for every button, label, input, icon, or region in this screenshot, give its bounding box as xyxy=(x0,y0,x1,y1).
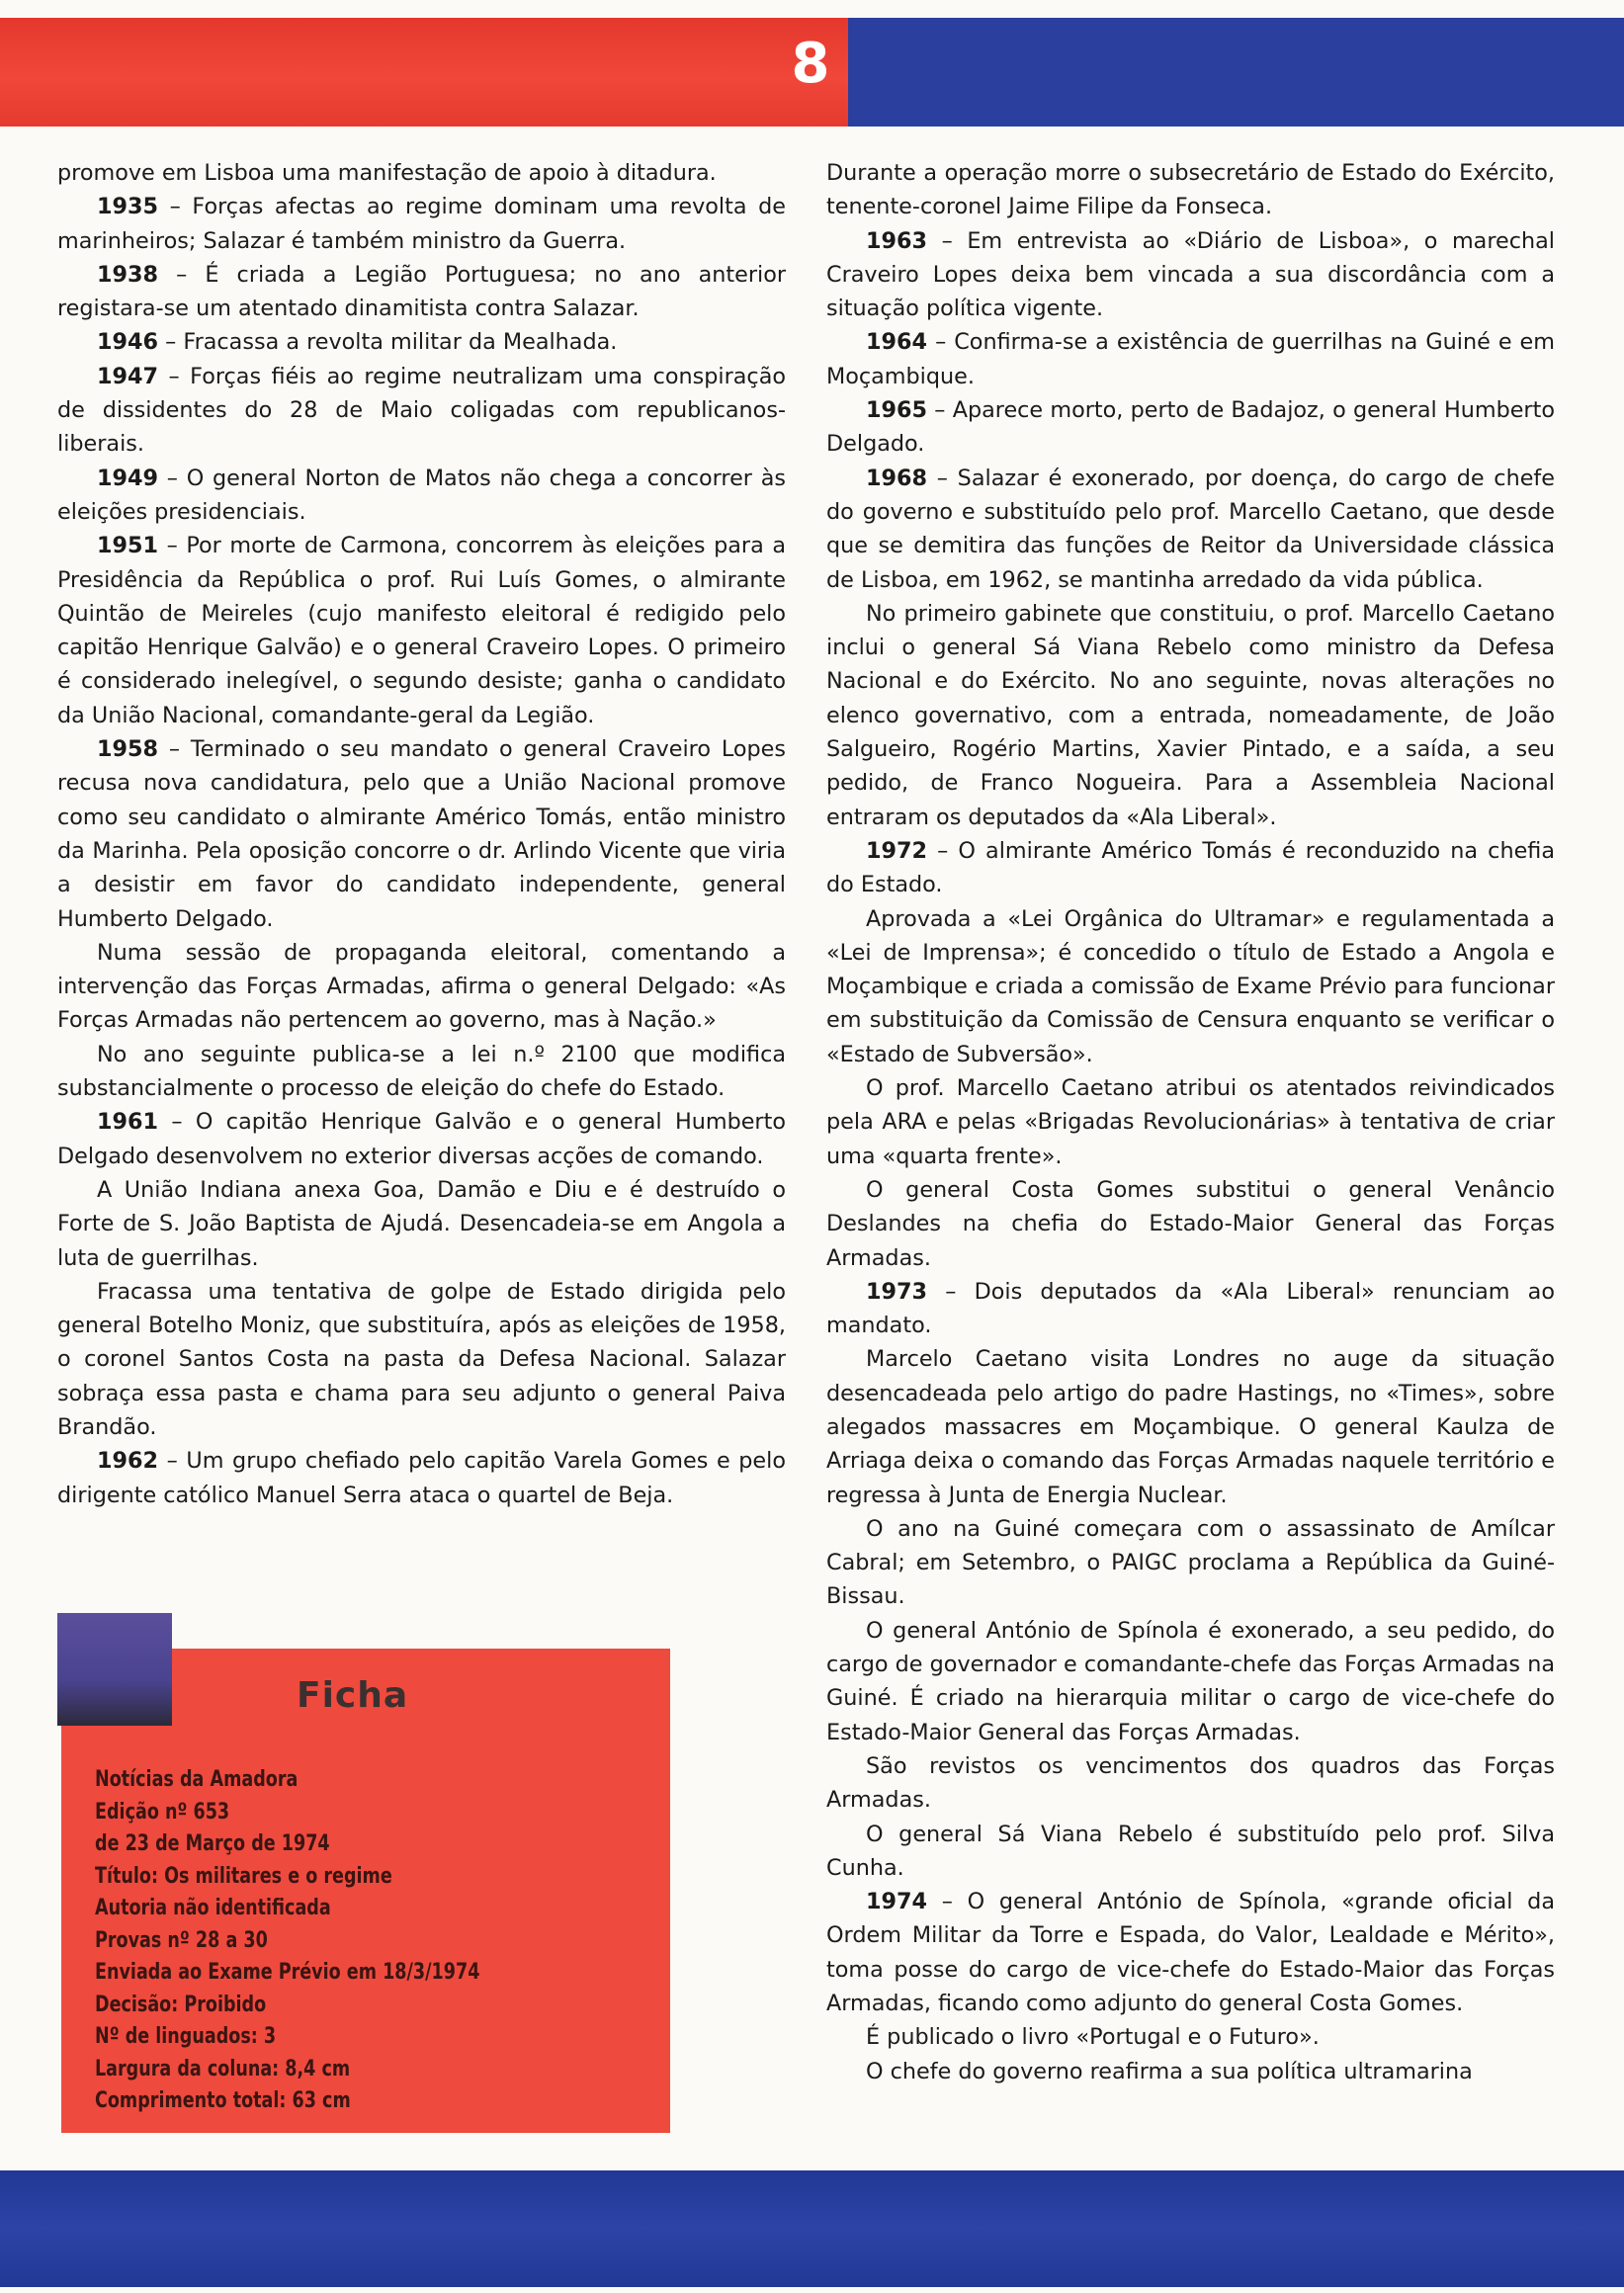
ficha-line: Provas nº 28 a 30 xyxy=(95,1926,268,1953)
year-label: 1965 xyxy=(866,397,928,424)
year-label: 1961 xyxy=(97,1109,159,1136)
year-label: 1938 xyxy=(97,261,159,288)
paragraph-text: – É criada a Legião Portuguesa; no ano anterior registara-se um atentado dinamitista contra Salazar. xyxy=(57,261,786,322)
left-column xyxy=(57,156,786,1512)
paragraph-text: – Um grupo chefiado pelo capitão Varela Gomes e pelo dirigente católico Manuel Serra ataca o quartel de Beja. xyxy=(57,1448,786,1508)
ficha-details xyxy=(95,1763,527,2117)
paragraph-text: – Por morte de Carmona, concorrem às eleições para a Presidência da República o prof. Rui Luís Gomes, o almirante Quintão de Meireles (cujo manifesto eleitoral é redigido pelo capitão Henrique Galvão) e o general Craveiro Lopes. O primeiro é considerado inelegível, o segundo desiste; ganha o candidato da União Nacional, comandante-geral da Legião. xyxy=(57,533,786,728)
paragraph-text: – Em entrevista ao «Diário de Lisboa», o marechal Craveiro Lopes deixa bem vincada a sua discordância com a situação política vigente. xyxy=(826,227,1555,322)
year-label: 1974 xyxy=(866,1889,928,1915)
right-column xyxy=(826,156,1555,2088)
paragraph-text: O prof. Marcello Caetano atribui os atentados reivindicados pela ARA e pelas «Brigadas Revolucionárias» à tentativa de criar uma «quarta frente». xyxy=(826,1075,1555,1169)
year-label: 1946 xyxy=(97,329,159,356)
ficha-line: Nº de linguados: 3 xyxy=(95,2023,277,2049)
paragraph-text: – Confirma-se a existência de guerrilhas na Guiné e em Moçambique. xyxy=(826,329,1555,389)
paragraph xyxy=(826,1173,1555,1275)
paragraph xyxy=(826,2055,1555,2088)
paragraph-text: O chefe do governo reafirma a sua política ultramarina xyxy=(866,2058,1473,2084)
paragraph xyxy=(57,325,786,359)
paragraph-text: – O almirante Américo Tomás é reconduzido na chefia do Estado. xyxy=(826,837,1555,898)
year-label: 1958 xyxy=(97,736,159,763)
paragraph-text: Numa sessão de propaganda eleitoral, comentando a intervenção das Forças Armadas, afirma o general Delgado: «As Forças Armadas não pertencem ao governo, mas à Nação.» xyxy=(57,939,786,1034)
ficha-line: Título: Os militares e o regime xyxy=(95,1862,392,1889)
paragraph xyxy=(826,1275,1555,1343)
year-label: 1968 xyxy=(866,465,928,491)
paragraph-text: – Aparece morto, perto de Badajoz, o general Humberto Delgado. xyxy=(826,397,1555,458)
paragraph xyxy=(57,190,786,258)
paragraph xyxy=(57,1275,786,1444)
year-label: 1964 xyxy=(866,329,928,356)
paragraph xyxy=(57,156,786,190)
year-label: 1947 xyxy=(97,363,159,389)
paragraph-text: Aprovada a «Lei Orgânica do Ultramar» e regulamentada a «Lei de Imprensa»; é concedido o título de Estado a Angola e Moçambique e criada a comissão de Exame Prévio para funcionar em substituição da Comissão de Censura enquanto se verificar o «Estado de Subversão». xyxy=(826,905,1555,1067)
paragraph xyxy=(57,1444,786,1512)
ficha-line: Decisão: Proibido xyxy=(95,1991,267,2017)
header-red-band xyxy=(0,18,848,127)
paragraph xyxy=(826,597,1555,834)
paragraph-text: São revistos os vencimentos dos quadros das Forças Armadas. xyxy=(826,1752,1555,1814)
paragraph xyxy=(826,2020,1555,2054)
paragraph-text: O ano na Guiné começara com o assassinato de Amílcar Cabral; em Setembro, o PAIGC proclama a República da Guiné-Bissau. xyxy=(826,1515,1555,1610)
footer-blue-band xyxy=(0,2170,1624,2287)
paragraph-text: – Fracassa a revolta militar da Mealhada. xyxy=(158,329,618,356)
paragraph xyxy=(57,1105,786,1173)
paragraph-text: No ano seguinte publica-se a lei n.º 2100 que modifica substancialmente o processo de eleição do chefe do Estado. xyxy=(57,1041,786,1102)
ficha-line: Comprimento total: 63 cm xyxy=(95,2087,351,2113)
paragraph-text: É publicado o livro «Portugal e o Futuro». xyxy=(866,2024,1320,2051)
paragraph-text: O general António de Spínola é exonerado, a seu pedido, do cargo de governador e comandante-chefe das Forças Armadas na Guiné. É criado na hierarquia militar o cargo de vice-chefe do Estado-Maior General das Forças Armadas. xyxy=(826,1617,1555,1745)
paragraph xyxy=(826,834,1555,902)
paragraph xyxy=(826,1885,1555,2020)
paragraph-text: Marcelo Caetano visita Londres no auge da situação desencadeada pelo artigo do padre Hastings, no «Times», sobre alegados massacres em Moçambique. O general Kaulza de Arriaga deixa o comando das Forças Armadas naquele território e regressa à Junta de Energia Nuclear. xyxy=(826,1346,1555,1508)
year-label: 1972 xyxy=(866,837,928,864)
paragraph-text: A União Indiana anexa Goa, Damão e Diu e é destruído o Forte de S. João Baptista de Ajudá. Desencadeia-se em Angola a luta de guerrilhas. xyxy=(57,1176,786,1271)
paragraph-text: – O general António de Spínola, «grande oficial da Ordem Militar da Torre e Espada, do Valor, Lealdade e Mérito», toma posse do cargo de vice-chefe do Estado-Maior das Forças Armadas, ficando como adjunto do general Costa Gomes. xyxy=(826,1889,1555,2017)
paragraph-text: – Forças fiéis ao regime neutralizam uma conspiração de dissidentes do 28 de Maio coligadas com republicanos-liberais. xyxy=(57,363,786,458)
ficha-line: Autoria não identificada xyxy=(95,1895,331,1920)
paragraph xyxy=(57,462,786,530)
paragraph-text: Durante a operação morre o subsecretário de Estado do Exército, tenente-coronel Jaime Filipe da Fonseca. xyxy=(826,160,1555,220)
ficha-title: Ficha xyxy=(297,1675,409,1716)
paragraph-text: promove em Lisboa uma manifestação de apoio à ditadura. xyxy=(57,160,717,186)
ficha-tab-decoration xyxy=(57,1613,172,1726)
paragraph xyxy=(826,224,1555,326)
paragraph-text: – Dois deputados da «Ala Liberal» renunciam ao mandato. xyxy=(826,1278,1555,1339)
paragraph-text: O general Sá Viana Rebelo é substituído pelo prof. Silva Cunha. xyxy=(826,1821,1555,1881)
year-label: 1963 xyxy=(866,227,928,254)
paragraph xyxy=(57,258,786,326)
paragraph xyxy=(57,1038,786,1106)
paragraph-text: No primeiro gabinete que constituiu, o prof. Marcello Caetano inclui o general Sá Viana Rebelo como ministro da Defesa Nacional e do Exército. No ano seguinte, novas alterações no elenco governativo, com a entrada, nomeadamente, de João Salgueiro, Rogério Martins, Xavier Pintado, e a saída, a seu pedido, de Franco Nogueira. Para a Assembleia Nacional entraram os deputados da «Ala Liberal». xyxy=(826,600,1555,830)
page-number: 8 xyxy=(791,32,830,96)
ficha-line: Notícias da Amadora xyxy=(95,1766,299,1792)
paragraph-text: O general Costa Gomes substitui o general Venâncio Deslandes na chefia do Estado-Maior General das Forças Armadas. xyxy=(826,1176,1555,1271)
paragraph xyxy=(826,325,1555,393)
paragraph xyxy=(826,1749,1555,1818)
ficha-line: Largura da coluna: 8,4 cm xyxy=(95,2055,351,2081)
year-label: 1951 xyxy=(97,533,159,559)
year-label: 1962 xyxy=(97,1448,159,1475)
paragraph xyxy=(57,732,786,936)
paragraph xyxy=(57,936,786,1038)
paragraph xyxy=(57,360,786,462)
ficha-line: Enviada ao Exame Prévio em 18/3/1974 xyxy=(95,1959,480,1985)
year-label: 1949 xyxy=(97,465,159,491)
paragraph xyxy=(57,529,786,732)
paragraph-text: – Terminado o seu mandato o general Craveiro Lopes recusa nova candidatura, pelo que a União Nacional promove como seu candidato o almirante Américo Tomás, então ministro da Marinha. Pela oposição concorre o dr. Arlindo Vicente que viria a desistir em favor do candidato independente, general Humberto Delgado. xyxy=(57,736,786,932)
paragraph-text: – O capitão Henrique Galvão e o general Humberto Delgado desenvolvem no exterior diversas acções de comando. xyxy=(57,1109,786,1169)
paragraph xyxy=(826,1512,1555,1614)
paragraph xyxy=(826,1818,1555,1886)
paragraph xyxy=(57,1173,786,1275)
paragraph-text: Fracassa uma tentativa de golpe de Estado dirigida pelo general Botelho Moniz, que substituíra, após as eleições de 1958, o coronel Santos Costa na pasta da Defesa Nacional. Salazar sobraça essa pasta e chama para seu adjunto o general Paiva Brandão. xyxy=(57,1278,786,1440)
paragraph xyxy=(826,393,1555,462)
paragraph xyxy=(826,1071,1555,1173)
ficha-line: de 23 de Março de 1974 xyxy=(95,1830,330,1856)
paragraph xyxy=(826,1614,1555,1749)
paragraph xyxy=(826,156,1555,224)
ficha-line: Edição nº 653 xyxy=(95,1798,230,1825)
paragraph xyxy=(826,1342,1555,1511)
year-label: 1935 xyxy=(97,194,159,220)
year-label: 1973 xyxy=(866,1278,928,1305)
paragraph xyxy=(826,902,1555,1071)
paragraph-text: – O general Norton de Matos não chega a concorrer às eleições presidenciais. xyxy=(57,465,786,525)
paragraph-text: – Forças afectas ao regime dominam uma revolta de marinheiros; Salazar é também ministro da Guerra. xyxy=(57,194,786,254)
paragraph xyxy=(826,462,1555,597)
header-blue-band xyxy=(848,18,1624,127)
paragraph-text: – Salazar é exonerado, por doença, do cargo de chefe do governo e substituído pelo prof. Marcello Caetano, que desde que se demitira das funções de Reitor da Universidade clássica de Lisboa, em 1962, se mantinha arredado da vida pública. xyxy=(826,465,1555,593)
